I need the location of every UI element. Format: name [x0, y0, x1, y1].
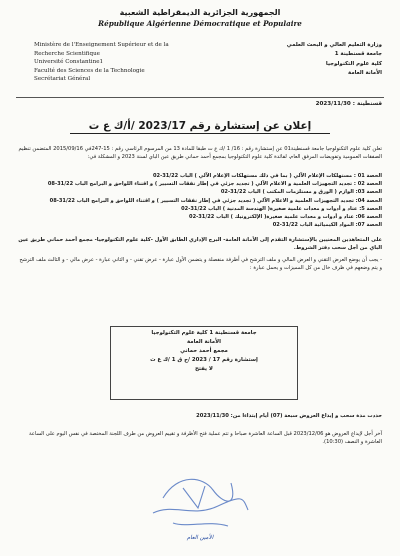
lot-item: الحصة 07: المواد الكيميائية الباب 31/22-02 [272, 222, 382, 229]
secretariat-line: Secrétariat Général [34, 76, 91, 83]
header-divider [16, 97, 384, 98]
institution-block-arabic [232, 41, 382, 79]
lot-item: الحصة 02 : تجديد التجهيزات العلمية و الاعلام الآلي ( تجديد جزئي في إطار نفقات التسيير ) و اقتناء اللواحق و البرامج الباب 31/22-08 [47, 181, 382, 188]
lot-item: الحصة 03: الوازم ( الورق و مستلزمات المكتب ) الباب 31/22-02 [220, 189, 382, 196]
intro-paragraph: تعلن كلية علوم التكنولوجيا جامعة قسنطينة01 عن إستشارة رقم : 16/ 1 /ك ع ت طبقا للمادة 13 من المرسوم الرئاسي رقم : 15-247في 2015/09/16 المتضمن تنظيم الصفقات العمومية وتفويضات المرفق العام، لفائدة كلية علوم التكنولوجيا بمجمع أحمد حماني طريق عين الباي لسنة 2023 و المشكلة في: [18, 146, 382, 161]
lots-list [18, 172, 382, 229]
signature-name: الأمين العام [186, 535, 214, 541]
faculty-line: Faculté des Sciences de la Technologie [34, 67, 145, 74]
lot-item: الحصة 06: عتاد و أدوات و معدات علمية صغيرة( الإلكترونيك ) الباب 31/22-02 [189, 214, 382, 221]
reference-date: قسنطينة : 2023/11/30 [315, 101, 382, 107]
ministry-line: Ministère de l'Enseignement Supérieur et de la [34, 42, 169, 48]
ministry-line-ar: وزارة التعليم العالي و البحث العلمي [286, 42, 382, 48]
institution-block-french [34, 41, 184, 84]
signature-stamp-icon [143, 468, 253, 538]
ministry-line-2: Recherche Scientifique [34, 50, 100, 57]
box-line-do-not-open: لا يفتح [195, 366, 213, 372]
faculty-line-ar: كلية علوم التكنولوجيا [325, 60, 382, 67]
envelope-label-box [110, 326, 298, 400]
instructions-paragraph: - يجب أن يوضع العرض التقني و العرض المالي و ملف الترشح في أظرفة منفصلة و يتضمن الأول عبارة - عرض تقني - و الثاني عبارة - عرض مالي - و الثالث ملف الترشح و يتم وضعهم في ظرف خال من كل المميزات و يحمل عبارة : [19, 257, 382, 272]
box-line-secretariat: الأمانة العامة [187, 339, 221, 345]
lot-item: الحصة 01 : مستهلكات الإعلام الآلي ( بما في ذلك مستهلكات الإعلام الآلي ) الباب 31/22-02 [152, 173, 382, 179]
lot-item: الحصة 04: تجديد التجهيزات العلمية و الاعلام الآلي ( تجديد جزئي في إطار نفقات التسيير ) و اقتناء اللواحق و البرامج الباب 31/22-08 [49, 197, 382, 204]
university-line: Université Constantine1 [34, 59, 104, 66]
republic-title-arabic: الجمهورية الجزائرية الديمقراطية الشعبية [119, 8, 281, 17]
box-line-university: جامعة قسنطينة 1 كلية علوم التكنولوجيا [151, 330, 257, 336]
university-line-ar: جامعة قسنطينة 1 [334, 51, 382, 58]
lot-item: الحصة 5: عتاد و أدوات و معدات علمية صغيرة( الهندسة المدنية ) الباب 31/22-02 [181, 205, 382, 212]
box-line-consultation: إستشارة رقم 17 / 2023 /ج ق 1 /ك ع ت [150, 357, 258, 363]
deadline-paragraph: حددت مدة سحب و إيداع العروض سبعة (07) أيام إبتداءا من: 2023/11/30 [196, 413, 382, 419]
announcement-title: إعلان عن إستشارة رقم 2023/17 /أ/ك ع ت [70, 120, 330, 134]
secretariat-line-ar: الأمانة العامة [348, 70, 382, 77]
republic-title-french: République Algérienne Démocratique et Populaire [98, 19, 302, 28]
opening-paragraph: آخر أجل لإيداع العروض هو 2023/12/06 قبل الساعة العاشرة صباحا و تتم عملية فتح الأظرفة و تقييم العروض من طرف اللجنة المختصة في نفس اليوم على الساعة العاشرة و النصف (10:30). [28, 431, 382, 446]
box-line-campus: مجمع أحمد حماني [180, 348, 228, 354]
invitation-paragraph: على المتعاهدين المعنيين بالإستشارة التقدم إلى الأمانة العامة- البرج الإداري الطابق الأول -كلية علوم التكنولوجيا- مجمع أحمد حماني طريق عين الباي من أجل سحب دفتر الشروط. [18, 237, 382, 252]
